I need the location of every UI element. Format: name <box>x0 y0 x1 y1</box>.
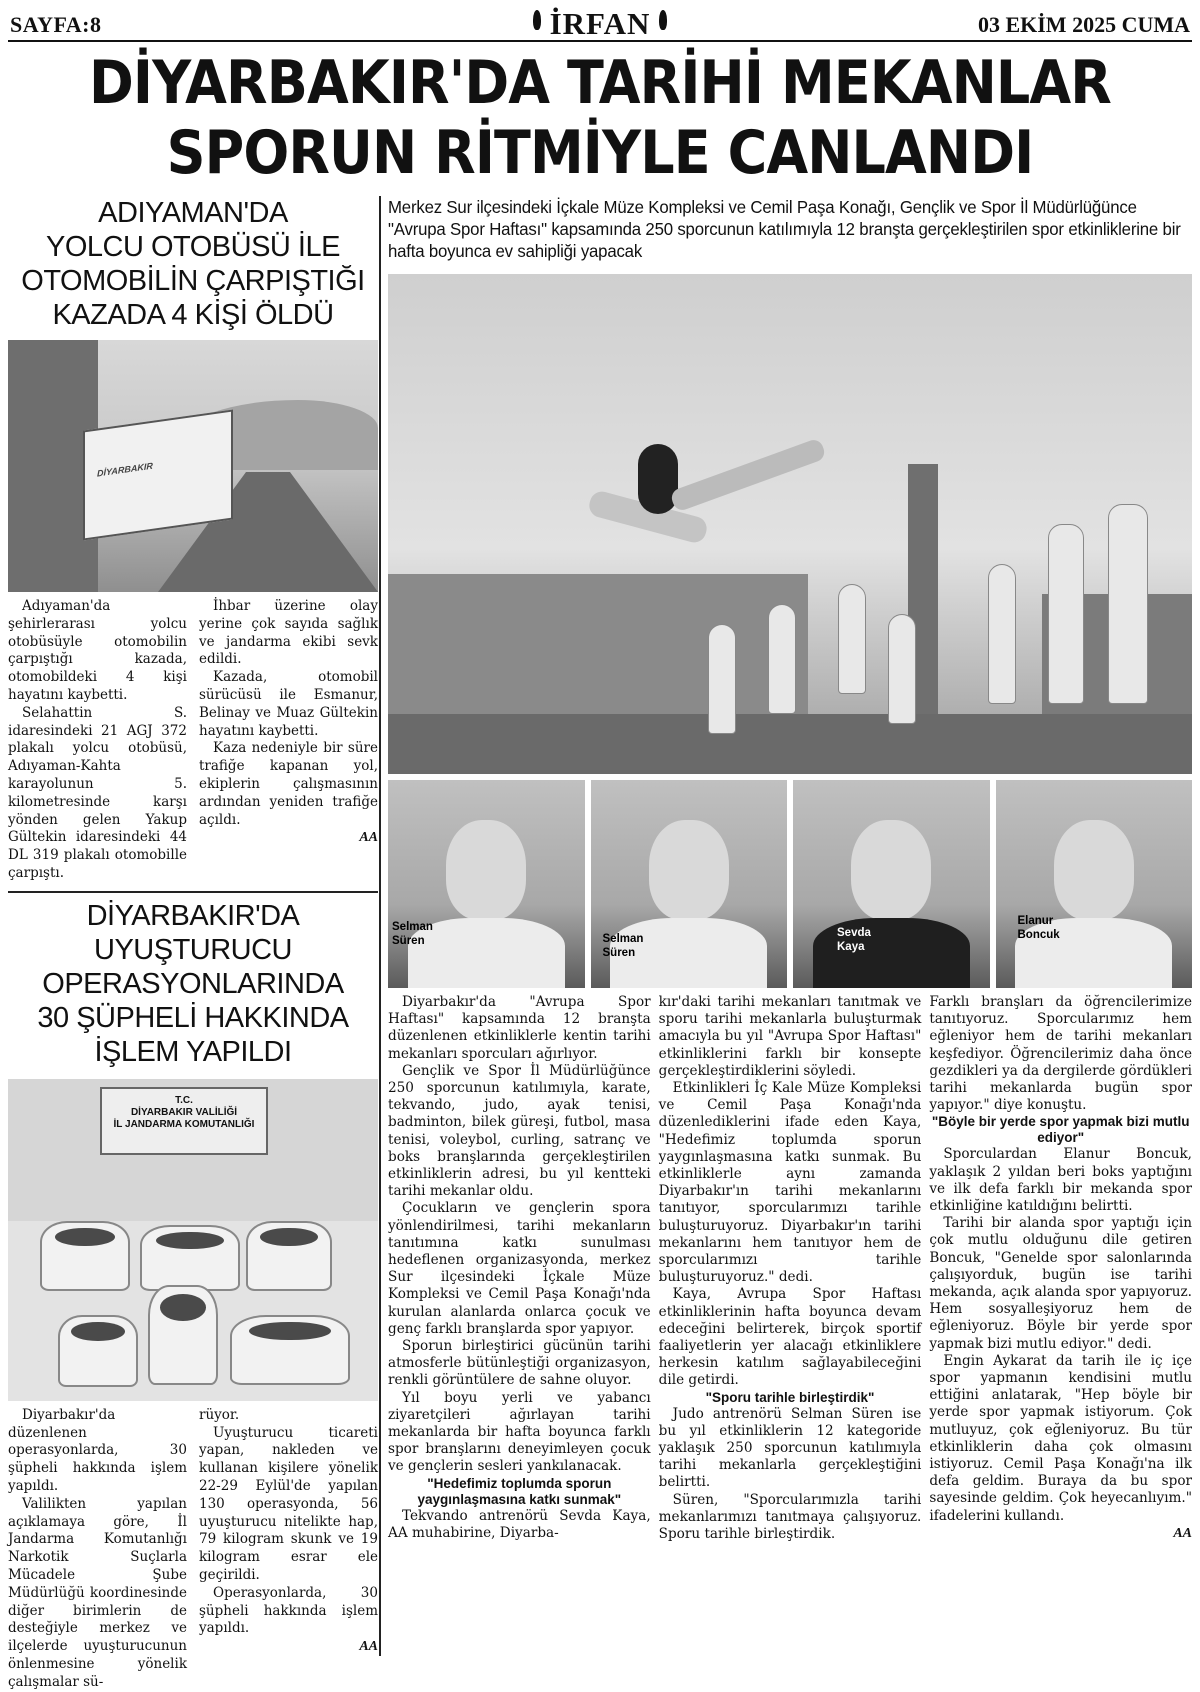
subheading: "Hedefimiz toplumda sporun yaygınlaşmasına katkı sunmak" <box>417 1475 622 1507</box>
accident-headline-line: KAZADA 4 KİŞİ ÖLDÜ <box>52 299 334 331</box>
paragraph: Tarihi bir alanda spor yaptığı için çok mutlu olduğunu dile getiren Boncuk, "Genelde spor salonlarında çalışıyorduk, bugün ise tarihi mekanda, açık alanda spor yapıyoruz. Hem sosyalleşiyoruz hem de eğleniyoruz. Böyle bir yerde spor yapmak bizi mutlu ediyor." dedi. <box>929 1215 1193 1352</box>
caption-line: Elanur <box>1017 915 1054 927</box>
portrait-caption <box>392 920 433 948</box>
accident-column-1 <box>8 598 187 883</box>
paragraph: Adıyaman'da şehirlerarası yolcu otobüsüyle otomobilin çarpıştığı kazada, otomobildeki 4 kişi hayatını kaybetti. <box>8 598 187 703</box>
face-shape <box>851 820 931 920</box>
accident-body <box>8 598 378 883</box>
paragraph: rüyor. <box>199 1406 240 1423</box>
athlete <box>768 604 796 714</box>
drug-bag <box>230 1315 350 1385</box>
jumping-athlete <box>588 424 828 564</box>
caption-line: Selman <box>392 921 433 933</box>
main-sports-photo <box>388 274 1192 774</box>
paragraph: Yıl boyu yerli ve yabancı ziyaretçileri ağırlayan tarihi mekanlarda bir hafta boyunca farklı spor branşlarını deneyimleyen çocuk ve gençlerin sesleri yankılanacak. <box>388 1389 651 1475</box>
caption-line: Selman <box>602 933 644 945</box>
main-column-2 <box>659 994 922 1543</box>
paragraph: Judo antrenörü Selman Süren ise bu yıl etkinliklerin 12 kategoride yaklaşık 250 sporcunun katılımıyla tarihi mekanlarla gerçekleştiğini belirtti. <box>658 1405 922 1491</box>
caption-line: Kaya <box>837 941 865 953</box>
paragraph: Sporculardan Elanur Boncuk, yaklaşık 2 yıldan beri boks yaptığını ve ilk defa farklı bir mekanda spor etkinliğine katıldığını belirtti. <box>929 1146 1193 1215</box>
seized-drugs-photo <box>8 1079 378 1401</box>
athlete-leg <box>669 437 827 512</box>
main-story-body <box>388 994 1192 1543</box>
byline: AA <box>1173 1525 1193 1541</box>
drug-bag <box>40 1221 130 1291</box>
issue-date: 03 EKİM 2025 CUMA <box>977 12 1190 37</box>
athlete <box>708 624 736 734</box>
athlete <box>1108 504 1148 704</box>
athlete <box>1048 524 1084 704</box>
accident-photo <box>8 340 378 592</box>
portrait-caption <box>603 932 644 960</box>
main-story-deck: Merkez Sur ilçesindeki İçkale Müze Kompleksi ve Cemil Paşa Konağı, Gençlik ve Spor İl Müdürlüğünce "Avrupa Spor Haftası" kapsamında 250 sporcunun katılımıyla 12 branşta gerçekleştirilen spor etkinliklerine bir hafta boyunca ev sahipliği yapacak <box>388 197 1181 261</box>
masthead <box>8 6 1192 42</box>
portrait-photo <box>591 780 788 988</box>
paragraph: Kaza nedeniyle bir süre trafiğe kapanan yol, ekiplerin çalışmasının ardından yeniden trafiğe açıldı. <box>199 740 378 828</box>
caption-line: Sevda <box>837 927 871 939</box>
drug-bag <box>148 1285 218 1385</box>
face-shape <box>649 820 729 920</box>
paragraph: Diyarbakır'da düzenlenen operasyonlarda, 30 şüpheli hakkında işlem yapıldı. <box>8 1406 187 1494</box>
main-headline-line-2: SPORUN RİTMİYLE CANLANDI <box>166 118 1034 188</box>
portrait-caption <box>1018 914 1060 942</box>
drugs-column-2 <box>199 1407 378 1692</box>
main-column-1 <box>388 994 651 1543</box>
drugs-headline-line: İŞLEM YAPILDI <box>94 1035 292 1068</box>
athletes-group <box>688 604 1168 724</box>
face-shape <box>446 820 526 920</box>
byline: AA <box>359 830 378 846</box>
paragraph: Sporun birleştirici gücünün tarihi atmosferle bütünleştiği organizasyon, renkli görüntülere de sahne oluyor. <box>388 1338 651 1389</box>
brand-name: İRFAN <box>549 6 651 41</box>
main-column-3 <box>929 994 1192 1543</box>
subheading: "Sporu tarihle birleştirdik" <box>705 1389 875 1405</box>
paragraph: Çocukların ve gençlerin spora yönlendirilmesi, tarihi mekanların tanıtımına katkı sunulması hedeflenen organizasyonda, merkez Sur ilçesindeki İçkale Müze Kompleksi ve Cemil Paşa Konağı'nda kurulan alanlarda onlarca çocuk ve genç farklı branşlarda spor yapıyor. <box>388 1200 651 1337</box>
main-headline <box>60 48 1140 188</box>
paragraph: Farklı branşları da öğrencilerimize tanıtıyoruz. Sporcularımız hem eğleniyor hem de tarihi mekanları keşfediyor. Öğrencilerimiz daha önce gezdikleri ya da dergilerde gördükleri tarihi mekanlarda bugün spor yapıyor." diye konuştu. <box>929 994 1193 1114</box>
paragraph: Engin Aykarat da tarih ile iç içe spor yapmanın kendisini mutlu ettiğini anlatarak, "Hep böyle bir yerde spor yapmak istiyorum. Çok mutluyuz, çok eğleniyoruz. Bu tür etkinliklerin daha çok olmasını istiyoruz. Cemil Paşa Konağı'na ilk defa geldim. Buraya da bu spor sayesinde geldim. Çok heyecanlıyım." ifadelerini kullandı. <box>929 1352 1193 1524</box>
leaf-icon <box>656 10 670 32</box>
athlete-body <box>638 444 678 514</box>
paragraph: Selahattin S. idaresindeki 21 AGJ 372 plakalı yolcu otobüsü, Adıyaman-Kahta karayolunun 5. kilometresinde karşı yönden gelen Yakup Gültekin idaresindeki 44 DL 319 plakalı otomobille çarpıştı. <box>8 704 187 881</box>
accident-headline <box>8 196 378 332</box>
paragraph: kır'daki tarihi mekanları tanıtmak ve sporu tarihi mekanlarla buluşturmak amacıyla bu yıl "Avrupa Spor Haftası" etkinliklerini farklı bir konsepte gerçekleştirdiklerini söyledi. <box>658 994 922 1079</box>
page-number: SAYFA:8 <box>10 12 102 37</box>
sign-line: T.C. <box>175 1094 193 1106</box>
athlete <box>888 614 916 724</box>
paragraph: İhbar üzerine olay yerine çok sayıda sağlık ve jandarma ekibi sevk edildi. <box>199 598 378 668</box>
paragraph: Kaya, Avrupa Spor Haftası etkinliklerinin hafta boyunca devam edeceğini belirterek, birçok sportif faaliyetlerin yer alacağı etkinliklere herkesin katılım sağlayabileceğini dile getirdi. <box>658 1286 922 1389</box>
drugs-headline-line: UYUŞTURUCU <box>94 933 292 966</box>
gendarmerie-sign <box>100 1087 268 1155</box>
caption-line: Süren <box>392 935 425 947</box>
paragraph: Operasyonlarda, 30 şüpheli hakkında işlem yapıldı. <box>199 1584 378 1637</box>
paragraph: Etkinlikleri İç Kale Müze Kompleksi ve Cemil Paşa Konağı'nda düzenlediklerini ifade eden Kaya, "Hedefimiz toplumda sporun yaygınlaşmasına katkı sunmak. Bu etkinliklerle aynı zamanda Diyarbakır'ın tarihi mekanlarını tanıtıyor, sporcularımızı tarihle buluşturuyoruz. Diyarbakır'ın tarihi mekanlarını hem tanıtıyor hem de sporcularımızı tarihle buluşturuyoruz." dedi. <box>658 1080 922 1286</box>
main-headline-line-1: DİYARBAKIR'DA TARİHİ MEKANLAR <box>89 48 1111 118</box>
accident-headline-line: YOLCU OTOBÜSÜ İLE <box>46 231 340 263</box>
drugs-headline-line: 30 ŞÜPHELİ HAKKINDA <box>37 1001 349 1034</box>
sign-line: DİYARBAKIR VALİLİĞİ <box>130 1106 238 1118</box>
paragraph: Gençlik ve Spor İl Müdürlüğünce 250 sporcunun katılımıyla, karate, tekvando, judo, ayak tenisi, badminton, bilek güreşi, futbol, masa tenisi, voleybol, curling, satranç ve boks branşlarında gerçekleştirilen etkinliklerin adresi, bu yıl kentteki tarihi mekanlar oldu. <box>388 1062 651 1200</box>
portrait-photo <box>388 780 585 988</box>
caption-line: Süren <box>602 947 636 959</box>
subheading: "Böyle bir yerde spor yapmak bizi mutlu ediyor" <box>931 1114 1190 1146</box>
accident-headline-line: ADIYAMAN'DA <box>98 197 288 229</box>
leaf-icon <box>530 10 544 32</box>
portrait-photo <box>996 780 1193 988</box>
drug-bag <box>140 1225 240 1291</box>
drug-bag <box>246 1221 332 1291</box>
athlete <box>988 564 1016 704</box>
paragraph: Süren, "Sporcularımızla tarihi mekanlarımızı tanıtmaya çalışıyoruz. Sporu tarihle birleştirdik. <box>658 1491 922 1543</box>
story-separator <box>8 891 378 893</box>
portrait-caption <box>837 926 871 954</box>
bus-shape <box>83 409 233 540</box>
athlete <box>838 584 866 694</box>
drugs-column-1 <box>8 1407 187 1692</box>
accident-headline-line: OTOMOBİLİN ÇARPIŞTIĞI <box>21 265 365 297</box>
left-column <box>8 196 378 1692</box>
accident-column-2 <box>199 598 378 883</box>
main-story <box>388 196 1192 1543</box>
portrait-photo <box>793 780 990 988</box>
bus-label: DİYARBAKIR <box>97 460 153 479</box>
paragraph: Diyarbakır'da "Avrupa Spor Haftası" kapsamında 12 branşta düzenlenen etkinliklerle kentin tarihi mekanları sporcuları ağırlıyor. <box>388 994 651 1062</box>
byline: AA <box>359 1639 378 1655</box>
drugs-headline <box>8 899 378 1069</box>
paragraph: Kazada, otomobil sürücüsü ile Esmanur, Belinay ve Muaz Gültekin hayatını kaybetti. <box>199 669 378 739</box>
paragraph: Uyuşturucu ticareti yapan, nakleden ve kullanan kişilere yönelik 22-29 Eylül'de yapılan 130 operasyonda, 56 uyuşturucu nitelikte hap, 79 kilogram skunk ve 19 kilogram esrar ele geçirildi. <box>199 1424 378 1583</box>
drug-bag <box>58 1315 138 1387</box>
drugs-headline-line: DİYARBAKIR'DA <box>86 899 300 932</box>
paragraph: Valilikten yapılan açıklamaya göre, İl Jandarma Komutanlığı Narkotik Suçlarla Mücadele Şube Müdürlüğü koordinesinde diğer birimlerin de desteğiyle merkez ve ilçelerde uyuşturucunun önlenmesine yönelik çalışmalar sü- <box>8 1495 187 1690</box>
sign-line: İL JANDARMA KOMUTANLIĞI <box>113 1118 255 1130</box>
drugs-headline-line: OPERASYONLARINDA <box>42 967 344 1000</box>
face-shape <box>1054 820 1134 920</box>
caption-line: Boncuk <box>1017 929 1060 941</box>
column-divider <box>379 196 381 1656</box>
drugs-body <box>8 1407 378 1692</box>
paragraph: Tekvando antrenörü Sevda Kaya, AA muhabirine, Diyarba- <box>388 1507 651 1541</box>
portrait-strip <box>388 780 1192 988</box>
